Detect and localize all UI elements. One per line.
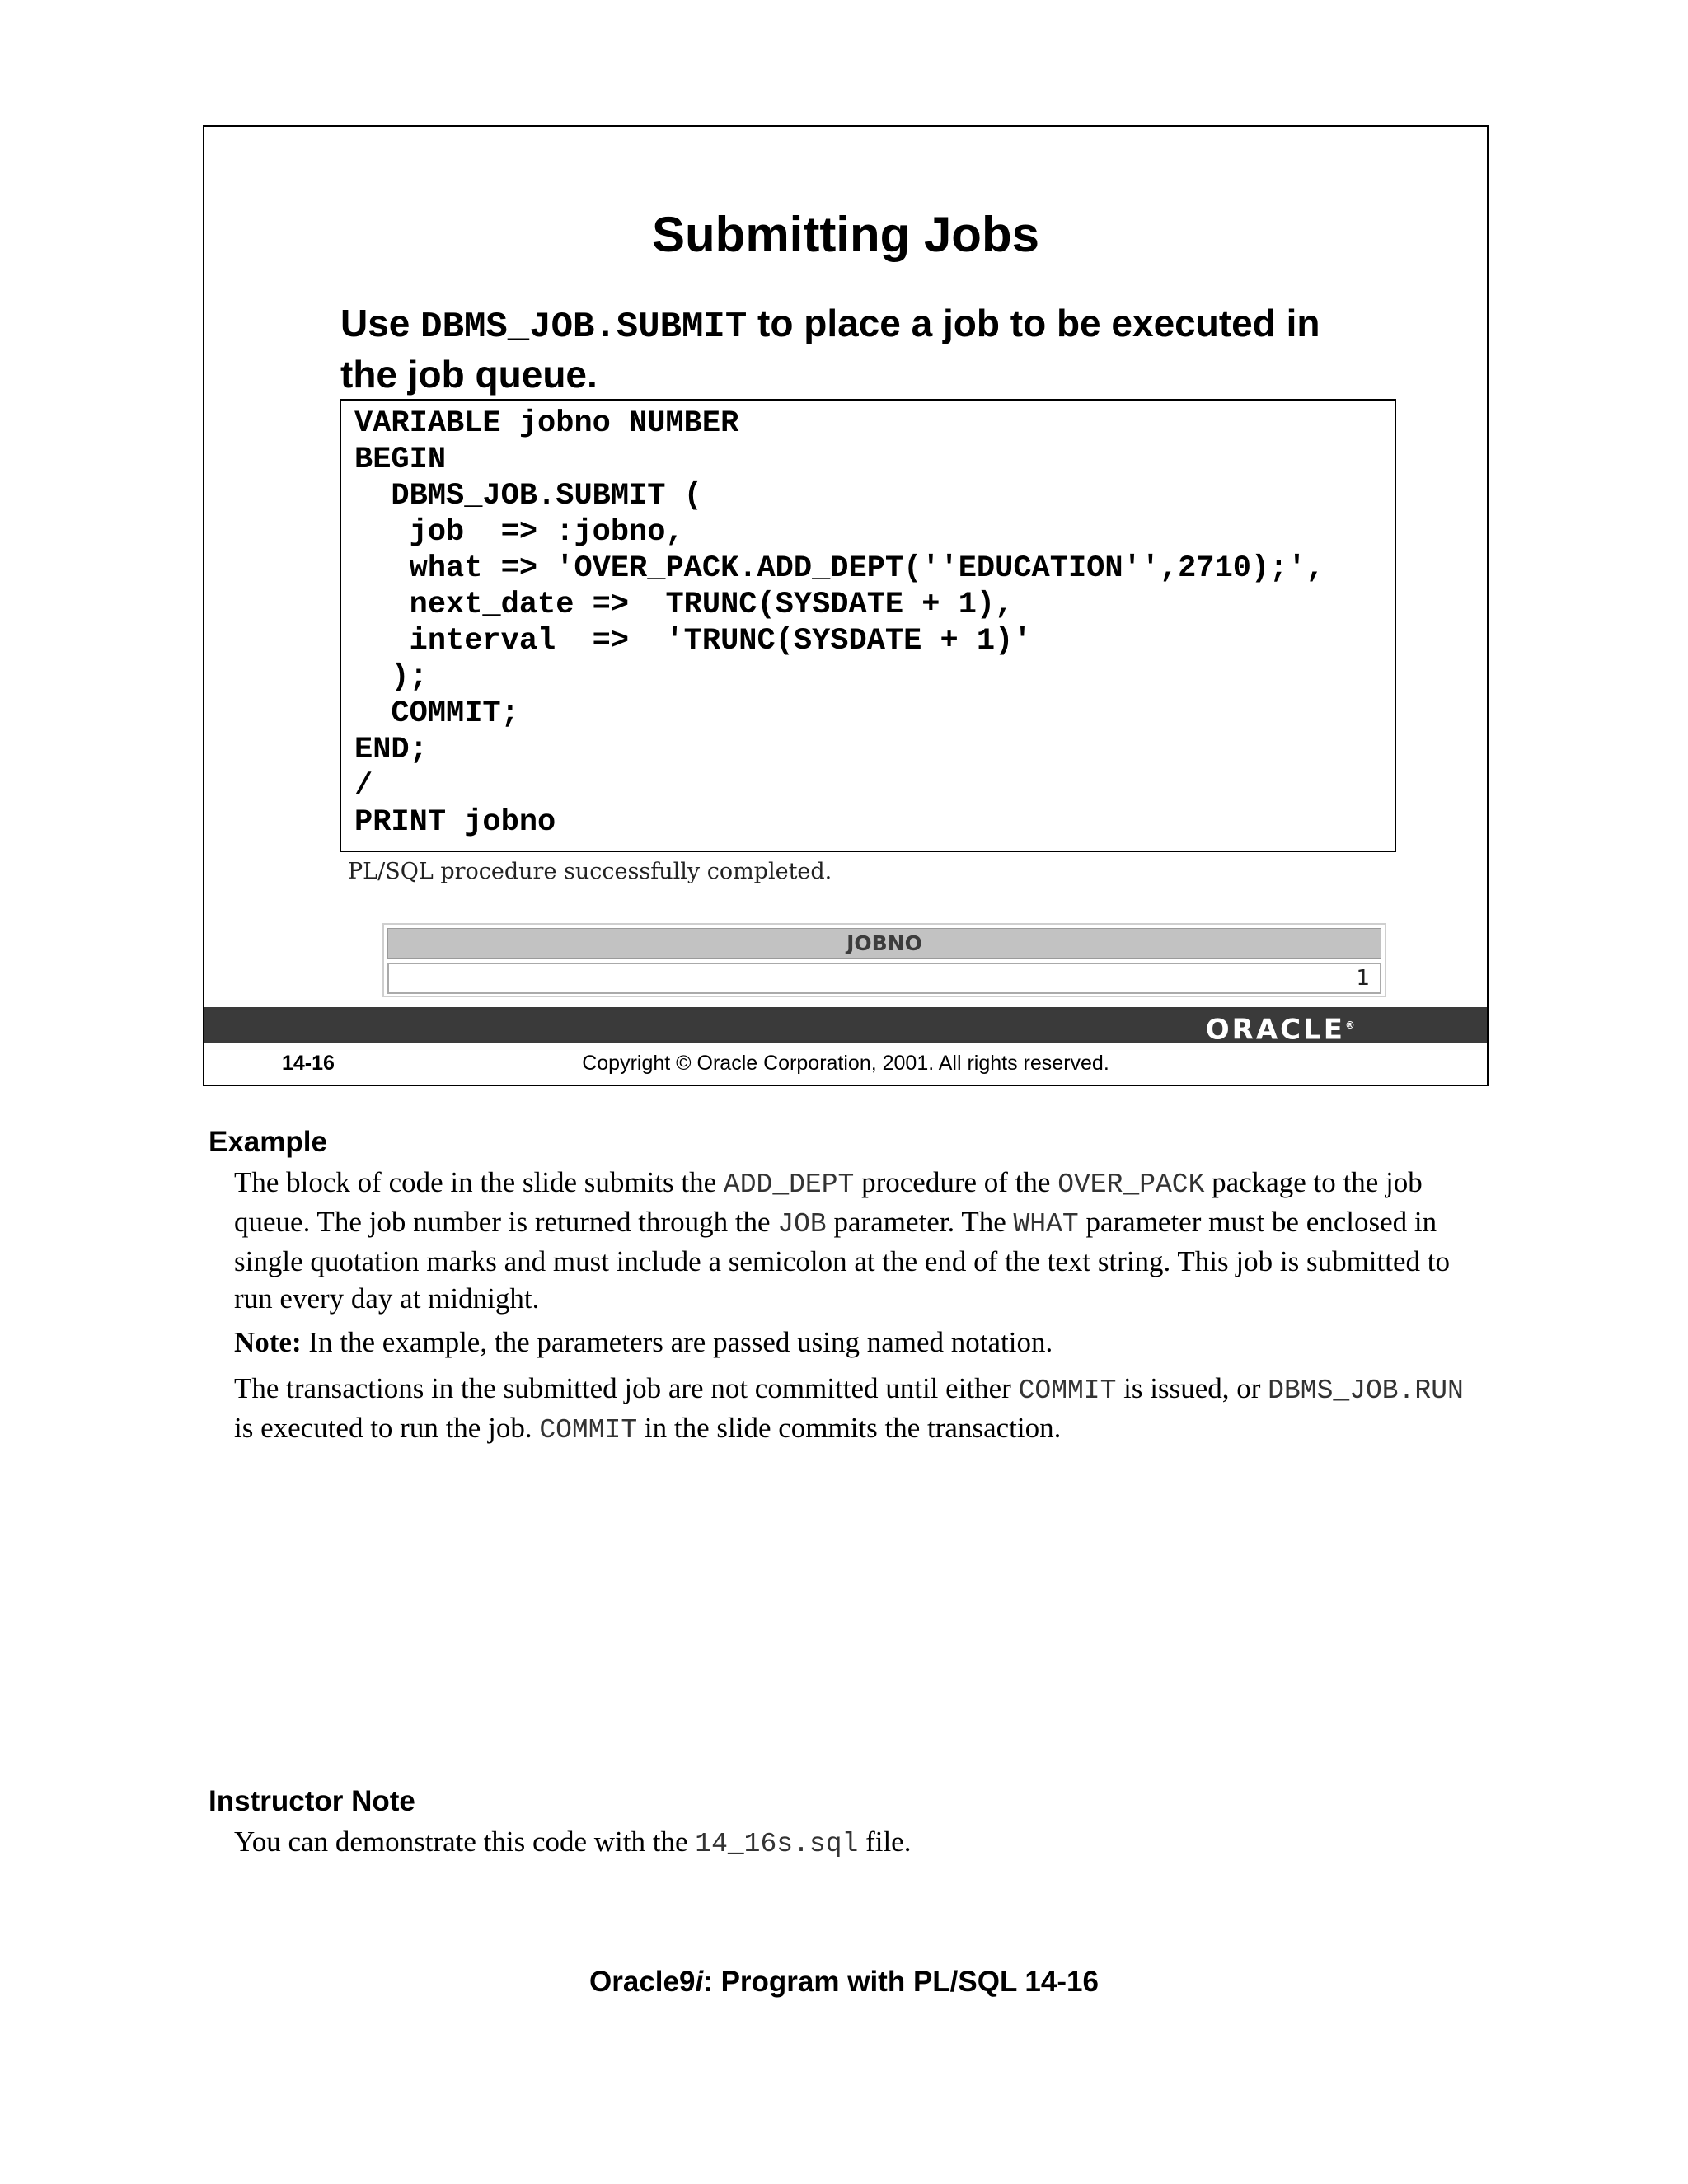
paragraph-text: file. bbox=[858, 1825, 912, 1858]
result-table bbox=[382, 923, 1386, 997]
footer-suffix: : Program with PL/SQL 14-16 bbox=[703, 1966, 1099, 1998]
example-paragraph bbox=[234, 1164, 1470, 1317]
registered-mark: ® bbox=[1345, 1019, 1355, 1031]
code-line: ); bbox=[391, 660, 428, 695]
code-line: BEGIN bbox=[354, 443, 447, 477]
paragraph-text: procedure of the bbox=[854, 1166, 1058, 1198]
inline-code: OVER_PACK bbox=[1057, 1169, 1205, 1200]
slide-title: Submitting Jobs bbox=[652, 207, 1039, 262]
slide-number: 14-16 bbox=[282, 1052, 335, 1075]
paragraph-text: parameter. The bbox=[826, 1206, 1014, 1238]
paragraph-text: in the slide commits the transaction. bbox=[637, 1412, 1062, 1444]
paragraph-text: is issued, or bbox=[1116, 1372, 1268, 1404]
code-line: PRINT jobno bbox=[354, 805, 556, 840]
paragraph-text: parameter must be enclosed in single quotation marks and must include a semicolon at the end of the text string. This job is submitted to run every day at midnight. bbox=[234, 1206, 1450, 1315]
code-line: job => :jobno, bbox=[409, 515, 684, 550]
note-paragraph bbox=[234, 1324, 1470, 1361]
code-line: interval => 'TRUNC(SYSDATE + 1)' bbox=[409, 624, 1032, 658]
slide-frame bbox=[203, 125, 1489, 1086]
code-line: DBMS_JOB.SUBMIT ( bbox=[391, 479, 702, 513]
oracle-logo bbox=[1205, 1010, 1355, 1047]
brand-bar bbox=[204, 1007, 1487, 1047]
inline-code: COMMIT bbox=[1018, 1376, 1117, 1406]
paragraph-text: The transactions in the submitted job are not committed until either bbox=[234, 1372, 1019, 1404]
lead-code: DBMS_JOB.SUBMIT bbox=[420, 307, 748, 348]
inline-code: 14_16s.sql bbox=[695, 1829, 859, 1859]
footer-italic: i bbox=[695, 1966, 704, 1998]
code-box bbox=[340, 399, 1396, 852]
paragraph-text: package to the job queue. The job number is returned through the bbox=[234, 1166, 1423, 1238]
result-cell: 1 bbox=[387, 963, 1381, 994]
transactions-paragraph bbox=[234, 1370, 1470, 1449]
note-label: Note: bbox=[234, 1326, 302, 1358]
inline-code: COMMIT bbox=[539, 1415, 638, 1446]
inline-code: JOB bbox=[777, 1209, 827, 1240]
inline-code: DBMS_JOB.RUN bbox=[1268, 1376, 1464, 1406]
code-line: next_date => TRUNC(SYSDATE + 1), bbox=[409, 588, 1014, 622]
slide-lead bbox=[340, 300, 1371, 398]
code-line: VARIABLE jobno NUMBER bbox=[354, 406, 739, 441]
code-listing bbox=[341, 401, 1395, 841]
lead-text-after: to place a job to be executed in the job queue. bbox=[340, 302, 1320, 396]
instructor-note-paragraph bbox=[234, 1823, 1470, 1863]
page-footer bbox=[0, 1966, 1688, 1999]
code-line: / bbox=[354, 769, 373, 804]
instructor-note-heading: Instructor Note bbox=[209, 1785, 415, 1817]
result-column-header: JOBNO bbox=[387, 928, 1381, 959]
inline-code: WHAT bbox=[1013, 1209, 1079, 1240]
note-text: In the example, the parameters are passed using named notation. bbox=[301, 1326, 1053, 1358]
result-message: PL/SQL procedure successfully completed. bbox=[348, 859, 832, 884]
paragraph-text: The block of code in the slide submits the bbox=[234, 1166, 724, 1198]
slide-copyright: Copyright © Oracle Corporation, 2001. All rights reserved. bbox=[582, 1052, 1109, 1075]
code-line: what => 'OVER_PACK.ADD_DEPT(''EDUCATION'',2710);', bbox=[409, 551, 1325, 586]
code-line: END; bbox=[354, 733, 428, 767]
paragraph-text: is executed to run the job. bbox=[234, 1412, 540, 1444]
lead-text-before: Use bbox=[340, 302, 421, 344]
paragraph-text: You can demonstrate this code with the bbox=[234, 1825, 696, 1858]
oracle-logo-text: ORACLE bbox=[1205, 1013, 1345, 1047]
inline-code: ADD_DEPT bbox=[723, 1169, 855, 1200]
footer-prefix: Oracle9 bbox=[589, 1966, 696, 1998]
code-line: COMMIT; bbox=[391, 696, 519, 731]
example-heading: Example bbox=[209, 1126, 327, 1158]
